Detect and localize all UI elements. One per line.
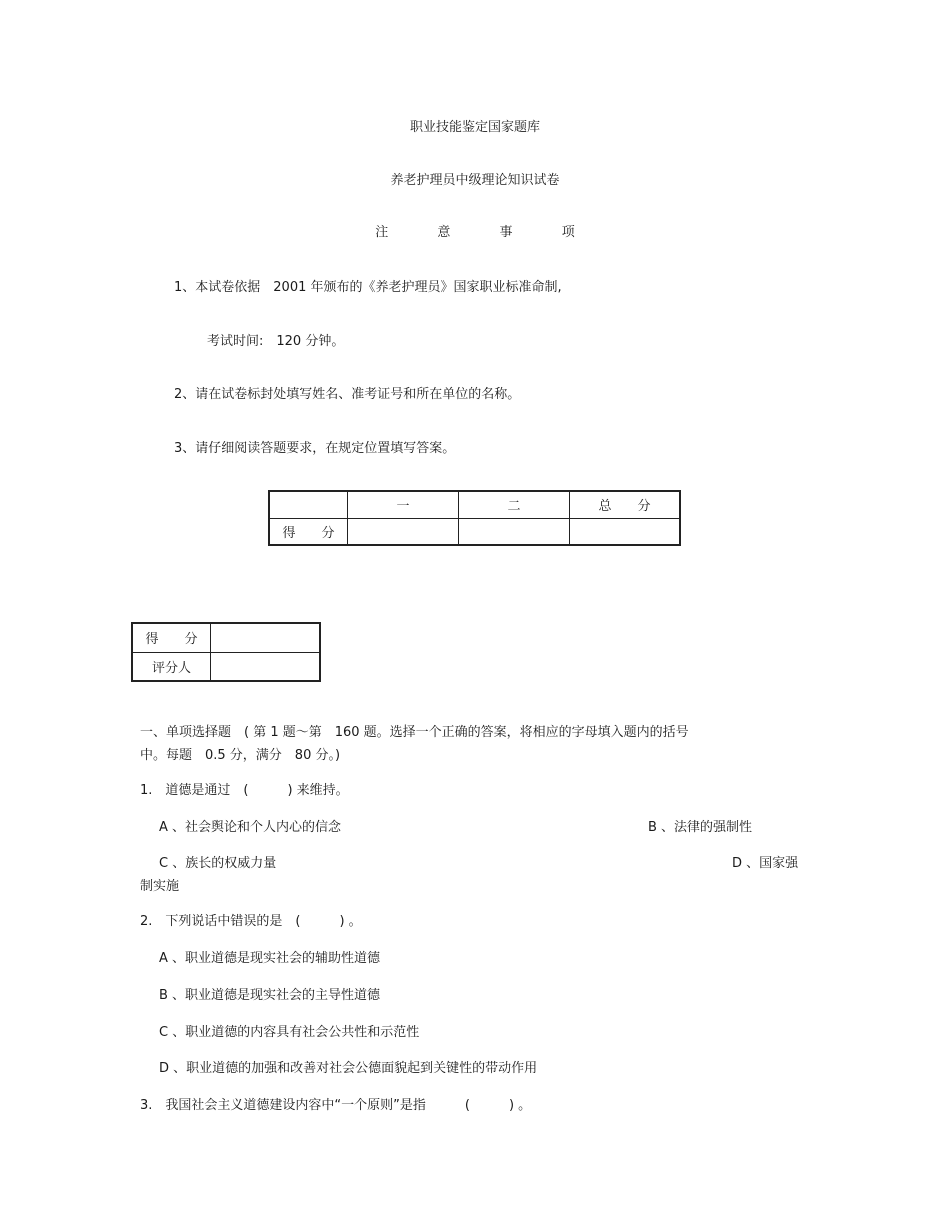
score-table-header: 一 [348, 491, 459, 518]
question-2-stem: 2. 下列说话中错误的是 ( ) 。 [140, 914, 362, 929]
instruction-item-3: 3、请仔细阅读答题要求，在规定位置填写答案。 [174, 441, 456, 456]
score-table-header: 二 [459, 491, 570, 518]
question-1-option-c: C 、族长的权威力量 [159, 856, 277, 871]
notice-heading [0, 221, 950, 240]
question-2-option-a: A 、职业道德是现实社会的辅助性道德 [159, 951, 381, 966]
instruction-exam-time: 考试时间: 120 分钟。 [207, 334, 345, 349]
exam-bank-title: 职业技能鉴定国家题库 [409, 120, 540, 135]
question-2-option-b: B 、职业道德是现实社会的主导性道德 [159, 988, 381, 1003]
question-1-stem: 1. 道德是通过 ( ) 来维持。 [140, 783, 349, 798]
question-1-option-d-continued: 制实施 [140, 879, 180, 894]
notice-char: 项 [561, 225, 575, 240]
score-table-corner [269, 491, 348, 518]
grader-table [131, 622, 321, 682]
notice-char: 事 [499, 225, 513, 240]
notice-char: 注 [375, 225, 389, 240]
notice-char: 意 [437, 225, 451, 240]
score-summary-table [268, 490, 681, 546]
instruction-item-2: 2、请在试卷标封处填写姓名、准考证号和所在单位的名称。 [174, 387, 521, 402]
question-1-option-d: D 、国家强 [732, 856, 799, 871]
grader-name-label: 评分人 [132, 652, 211, 681]
section-1-heading-line-1: 一、单项选择题 ( 第 1 题～第 160 题。选择一个正确的答案，将相应的字母填入题内的括号 [140, 725, 689, 740]
exam-paper-title: 养老护理员中级理论知识试卷 [390, 173, 560, 188]
section-1-heading-line-2: 中。每题 0.5 分，满分 80 分。) [140, 748, 341, 763]
question-2-option-d: D 、职业道德的加强和改善对社会公德面貌起到关键性的带动作用 [159, 1061, 538, 1076]
score-cell-total[interactable] [570, 518, 681, 545]
score-table-header: 总 分 [570, 491, 681, 518]
instruction-item-1: 1、本试卷依据 2001 年颁布的《养老护理员》国家职业标准命制, [174, 280, 562, 295]
score-cell-section-1[interactable] [348, 518, 459, 545]
score-table-row-label: 得 分 [269, 518, 348, 545]
grader-name-cell[interactable] [211, 652, 321, 681]
question-2-option-c: C 、职业道德的内容具有社会公共性和示范性 [159, 1025, 420, 1040]
score-cell-section-2[interactable] [459, 518, 570, 545]
question-3-stem: 3. 我国社会主义道德建设内容中“一个原则”是指 ( ) 。 [140, 1098, 532, 1113]
grader-score-cell[interactable] [211, 623, 321, 652]
question-1-option-a: A 、社会舆论和个人内心的信念 [159, 820, 342, 835]
grader-score-label: 得 分 [132, 623, 211, 652]
question-1-option-b: B 、法律的强制性 [648, 820, 753, 835]
